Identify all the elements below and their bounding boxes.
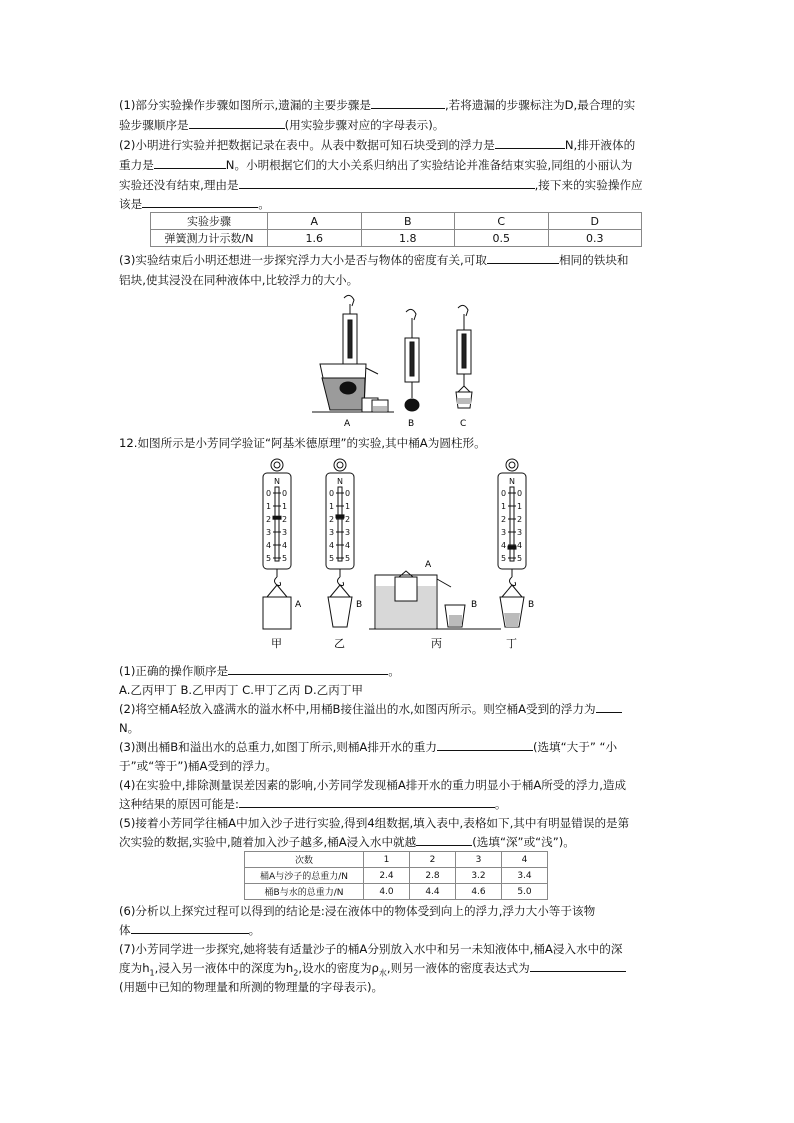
tick-label: 1 <box>501 502 507 511</box>
scale-pointer <box>273 516 281 519</box>
table-cell: 0.3 <box>548 230 642 247</box>
text: ,浸入另一液体中的深度为h <box>154 961 294 975</box>
text: (1)部分实验操作步骤如图所示,遗漏的主要步骤是 <box>119 98 371 112</box>
q12-part7-line3 <box>119 978 679 996</box>
tick-label: 4 <box>329 541 335 550</box>
scale-ring <box>334 459 346 471</box>
scale-slot <box>510 487 514 561</box>
text: A.乙丙甲丁 B.乙甲丙丁 C.甲丁乙丙 D.乙丙丁甲 <box>119 683 364 697</box>
answer-blank[interactable] <box>437 738 533 751</box>
q12-part1 <box>119 662 679 680</box>
q11-part2-line1 <box>119 136 679 154</box>
text: (2)小明进行实验并把数据记录在表中。从表中数据可知石块受到的浮力是 <box>119 138 495 152</box>
q12-part4-line1 <box>119 776 679 794</box>
tick-label: 2 <box>517 515 523 524</box>
table-cell: 1.8 <box>361 230 455 247</box>
bucket-string <box>340 585 350 597</box>
tick-label: 5 <box>282 554 288 563</box>
subscript: 水 <box>378 968 387 978</box>
text: (1)正确的操作顺序是 <box>119 664 229 678</box>
tick-label: 4 <box>501 541 507 550</box>
tick-label: 3 <box>282 528 288 537</box>
table-cell: 2 <box>410 852 456 868</box>
text: N。 <box>119 721 140 735</box>
subscript: 1 <box>149 968 155 978</box>
q12-part6-line1 <box>119 902 679 920</box>
q12-part5-line1 <box>119 814 679 832</box>
tick-label: 5 <box>517 554 523 563</box>
table-cell: 实验步骤 <box>151 213 268 230</box>
q12-options <box>119 681 679 699</box>
table-header-row <box>245 852 548 868</box>
tick-label: 5 <box>501 554 507 563</box>
tick-label: 2 <box>282 515 288 524</box>
unit-label: N <box>337 477 343 486</box>
tick-label: 5 <box>345 554 351 563</box>
tick-label: 1 <box>517 502 523 511</box>
q11-part2-line2 <box>119 156 679 174</box>
figure-label: 丙 <box>431 637 442 650</box>
bucket-b-label: B <box>356 600 363 610</box>
q12-data-table <box>244 851 548 900</box>
answer-blank[interactable] <box>154 156 226 169</box>
q11-part3-line2 <box>119 271 679 289</box>
q12-part2-line1 <box>119 700 679 718</box>
text: 相同的铁块和 <box>558 253 629 267</box>
tick-label: 5 <box>329 554 335 563</box>
table-cell: D <box>548 213 642 230</box>
scale-ring <box>271 459 283 471</box>
table-row <box>151 230 642 247</box>
fig-label-b: B <box>408 419 415 429</box>
tick-label: 2 <box>266 515 272 524</box>
tick-label: 3 <box>345 528 351 537</box>
q11-part3-line1 <box>119 251 679 269</box>
q11-part2-line3 <box>119 176 679 194</box>
tick-label: 5 <box>266 554 272 563</box>
table-cell: 2.8 <box>410 868 456 884</box>
scale-pointer <box>508 546 516 549</box>
text: 度为h <box>119 961 150 975</box>
q11-part1-line2 <box>119 116 679 134</box>
scale-hook-curve <box>510 577 516 586</box>
bucket-b-label: B <box>471 600 478 610</box>
text: (选填“深”或“浅”)。 <box>472 835 575 849</box>
scale-ring-inner <box>274 462 280 468</box>
tick-label: 2 <box>501 515 507 524</box>
q11-data-table <box>150 212 642 247</box>
tick-label: 1 <box>329 502 335 511</box>
table-cell: 4.4 <box>410 884 456 900</box>
q12-part7-line1 <box>119 940 679 958</box>
spring-scale <box>498 459 526 597</box>
table-cell: B <box>361 213 455 230</box>
answer-blank[interactable] <box>189 116 285 129</box>
text: 。 <box>258 197 270 211</box>
table-cell: 弹簧测力计示数/N <box>151 230 268 247</box>
answer-blank[interactable] <box>530 959 626 972</box>
text: ,则另一液体的密度表达式为 <box>386 961 530 975</box>
tick-label: 2 <box>329 515 335 524</box>
figure-label: 乙 <box>334 637 345 650</box>
bucket-string <box>512 585 522 597</box>
table-cell: 5.0 <box>502 884 548 900</box>
q12-part5-line2 <box>119 833 679 851</box>
tick-label: 0 <box>282 489 288 498</box>
table-cell: C <box>455 213 549 230</box>
spring-scale <box>263 459 291 597</box>
tick-label: 3 <box>501 528 507 537</box>
text: 该是 <box>119 197 143 211</box>
text: 验步骤顺序是 <box>119 118 189 132</box>
text: 。 <box>248 923 261 937</box>
answer-blank[interactable] <box>131 921 249 934</box>
tick-label: 0 <box>501 489 507 498</box>
tick-label: 4 <box>266 541 272 550</box>
q11-experiment-figure <box>310 292 500 430</box>
table-cell: 1.6 <box>268 230 362 247</box>
bucket-a-label: A <box>295 600 302 610</box>
answer-blank[interactable] <box>495 136 565 149</box>
text: (2)将空桶A轻放入盛满水的溢水杯中,用桶B接住溢出的水,如图丙所示。则空桶A受到的浮力为 <box>119 702 596 716</box>
table-header-row <box>151 213 642 230</box>
text: (3)实验结束后小明还想进一步探究浮力大小是否与物体的密度有关,可取 <box>119 253 487 267</box>
answer-blank[interactable] <box>142 195 258 208</box>
q12-part3-line1 <box>119 738 679 756</box>
text: 12.如图所示是小芳同学验证“阿基米德原理”的实验,其中桶A为圆柱形。 <box>119 436 486 450</box>
scale-ring <box>506 459 518 471</box>
table-cell: 次数 <box>245 852 364 868</box>
answer-blank[interactable] <box>228 662 388 675</box>
answer-blank[interactable] <box>596 700 622 713</box>
text: 实验还没有结束,理由是 <box>119 178 239 192</box>
table-cell: 桶B与水的总重力/N <box>245 884 364 900</box>
text: 这种结果的原因可能是: <box>119 797 239 811</box>
answer-blank[interactable] <box>239 795 495 808</box>
figure-label: 甲 <box>271 637 282 650</box>
spring-scale-a <box>343 295 357 374</box>
table-cell: 3 <box>456 852 502 868</box>
text: 体 <box>119 923 131 937</box>
text: (3)测出桶B和溢出水的总重力,如图丁所示,则桶A排开水的重力 <box>119 740 437 754</box>
q11-part2-line4 <box>119 195 679 213</box>
tick-label: 4 <box>282 541 288 550</box>
text: N,排开液体的 <box>564 138 636 152</box>
table-cell: 1 <box>364 852 410 868</box>
table-cell: 4.0 <box>364 884 410 900</box>
spring-scale-b <box>405 309 419 411</box>
text: 于”或“等于”)桶A受到的浮力。 <box>119 759 278 773</box>
answer-blank[interactable] <box>239 176 535 189</box>
floating-bucket-a <box>395 577 417 601</box>
text: N。小明根据它们的大小关系归纳出了实验结论并准备结束实验,同组的小丽认为 <box>225 158 633 172</box>
text: (4)在实验中,排除测量误差因素的影响,小芳同学发现桶A排开水的重力明显小于桶A所受的浮力,造成 <box>119 778 627 792</box>
tick-label: 3 <box>266 528 272 537</box>
text: 次实验的数据,实验中,随着加入沙子越多,桶A浸入水中就越 <box>119 835 417 849</box>
scale-ring-inner <box>337 462 343 468</box>
table-cell: A <box>268 213 362 230</box>
q11-part1-line1 <box>119 96 679 114</box>
q12-title <box>119 434 679 452</box>
tick-label: 2 <box>345 515 351 524</box>
text: ,设水的密度为ρ <box>298 961 379 975</box>
q12-part2-line2 <box>119 719 679 737</box>
text: 。 <box>494 797 507 811</box>
bucket-string <box>277 585 287 597</box>
answer-blank[interactable] <box>371 96 445 109</box>
table-cell: 3.2 <box>456 868 502 884</box>
tick-label: 0 <box>345 489 351 498</box>
q12-experiment-figure <box>225 455 555 655</box>
spring-scale <box>326 459 354 597</box>
figure-label: 丁 <box>506 637 517 650</box>
text: 铝块,使其浸没在同种液体中,比较浮力的大小。 <box>119 273 359 287</box>
answer-blank[interactable] <box>487 251 559 264</box>
bucket-b-label: B <box>528 600 535 610</box>
bucket-a-label: A <box>425 560 432 570</box>
bucket-string <box>502 585 512 597</box>
q12-part6-line2 <box>119 921 679 939</box>
tick-label: 0 <box>517 489 523 498</box>
scale-slot <box>338 487 342 561</box>
text: (用题中已知的物理量和所测的物理量的字母表示)。 <box>119 980 384 994</box>
text: ,接下来的实验操作应 <box>534 178 643 192</box>
q12-part4-line2 <box>119 795 679 813</box>
table-cell: 桶A与沙子的总重力/N <box>245 868 364 884</box>
tick-label: 1 <box>282 502 288 511</box>
tick-label: 4 <box>517 541 523 550</box>
table-cell: 4 <box>502 852 548 868</box>
text: (用实验步骤对应的字母表示)。 <box>284 118 445 132</box>
tick-label: 0 <box>329 489 335 498</box>
text: (7)小芳同学进一步探究,她将装有适量沙子的桶A分别放入水中和另一未知液体中,桶A浸入水中的深 <box>119 942 623 956</box>
scale-hook-curve <box>275 577 281 586</box>
tick-label: 3 <box>329 528 335 537</box>
table-cell: 3.4 <box>502 868 548 884</box>
water-level <box>504 613 520 627</box>
text: (选填“大于” “小 <box>532 740 618 754</box>
unit-label: N <box>509 477 515 486</box>
text: (5)接着小芳同学往桶A中加入沙子进行实验,得到4组数据,填入表中,表格如下,其中有明显错误的是第 <box>119 816 630 830</box>
subscript: 2 <box>293 968 299 978</box>
table-cell: 2.4 <box>364 868 410 884</box>
text: ,若将遗漏的步骤标注为D,最合理的实 <box>445 98 636 112</box>
bucket-string <box>267 585 277 597</box>
spring-scale-c <box>456 305 472 408</box>
fig-label-c: C <box>460 419 467 429</box>
tick-label: 4 <box>345 541 351 550</box>
tick-label: 1 <box>345 502 351 511</box>
text: 。 <box>388 664 400 678</box>
table-cell: 4.6 <box>456 884 502 900</box>
tick-label: 0 <box>266 489 272 498</box>
bucket-b <box>328 597 352 627</box>
overflow-spout <box>437 579 451 587</box>
text: (6)分析以上探究过程可以得到的结论是:浸在液体中的物体受到向上的浮力,浮力大小等于该物 <box>119 904 596 918</box>
scale-pointer <box>336 515 344 518</box>
unit-label: N <box>274 477 280 486</box>
answer-blank[interactable] <box>416 833 472 846</box>
tick-label: 1 <box>266 502 272 511</box>
bucket-string <box>330 585 340 597</box>
overflow-cup-a <box>312 364 394 412</box>
fig-label-a: A <box>344 419 351 429</box>
table-row <box>245 884 548 900</box>
table-row <box>245 868 548 884</box>
tick-label: 3 <box>517 528 523 537</box>
q12-part3-line2 <box>119 757 679 775</box>
scale-hook-curve <box>338 577 344 586</box>
scale-ring-inner <box>509 462 515 468</box>
scale-slot <box>275 487 279 561</box>
text: 重力是 <box>119 158 154 172</box>
table-cell: 0.5 <box>455 230 549 247</box>
bucket-a <box>263 597 291 629</box>
caught-water <box>449 615 462 626</box>
